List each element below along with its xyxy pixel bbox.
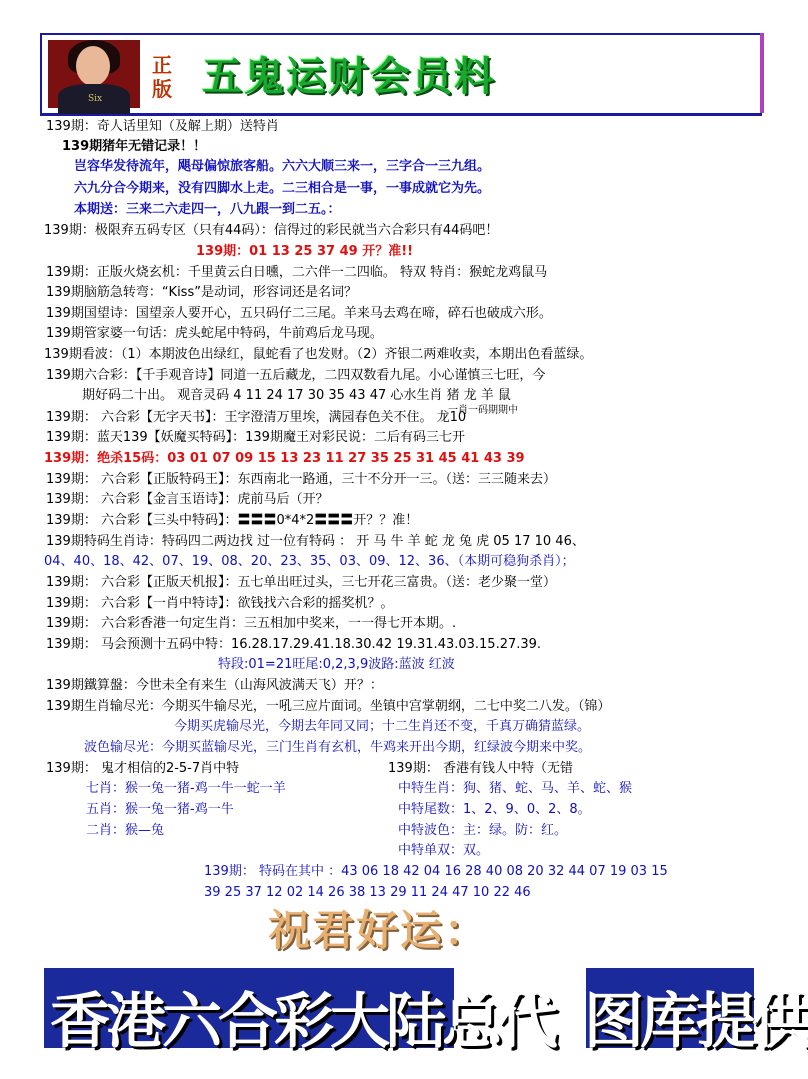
text-line: 04、40、18、42、07、19、08、20、23、35、03、09、12、36、（本期可稳狗杀肖）； — [44, 554, 575, 569]
text-line: 特段:01=21旺尾:0,2,3,9波路:蓝波 红波 — [218, 657, 455, 672]
highlight-line: 139期：绝杀15码：03 01 07 09 15 13 23 11 27 35 25 31 45 41 43 39 — [44, 451, 525, 466]
bottom-banner-right — [584, 968, 808, 1057]
page-title: 五鬼运财会员料 — [202, 54, 496, 100]
header-accent-bar — [760, 33, 764, 113]
left-col-line: 七肖：猴一兔一猪-鸡一牛一蛇一羊 — [86, 781, 286, 796]
final-line: 39 25 37 12 02 14 26 38 13 29 11 24 47 10 22 46 — [204, 885, 531, 900]
left-col-line: 二肖：猴—兔 — [86, 823, 165, 838]
bottom-banner-left-text: 香港六合彩大陆总代 — [50, 987, 554, 1057]
text-line: 139期：极限弃五码专区（只有44码）：信得过的彩民就当六合彩只有44码吧！ — [44, 223, 499, 238]
text-line: 139期生肖输尽光：今期买牛输尽光，一吼三应片面词。坐镇中宫掌朝纲，二七中奖二八发。（锦） — [46, 699, 611, 714]
text-line: 139期：蓝天139【妖魔买特码】：139期魔王对彩民说：二后有码三七开 — [46, 430, 465, 445]
final-line: 139期： 特码在其中 ：43 06 18 42 04 16 28 40 08 20 32 44 07 19 03 15 — [204, 864, 668, 879]
right-col-line: 中特生肖：狗、猪、蛇、马、羊、蛇、猴 — [398, 781, 633, 796]
right-col-line: 中特单双：双。 — [398, 843, 490, 858]
text-line: 139期： 六合彩【正版天机报】：五七单出旺过头，三七开花三富贵。（送：老少聚一堂） — [46, 575, 556, 590]
photo-signature: Six — [88, 94, 103, 104]
header-banner — [40, 33, 762, 116]
text-line: 139期六合彩：【千手观音诗】同道一五后藏龙，二四双数看九尾。小心谨慎三七旺，今 — [46, 368, 546, 383]
portrait-face — [76, 46, 110, 86]
text-line: 本期送：三来二六走四一，八九跟一到二五。： — [74, 202, 341, 217]
right-col-line: 中特波色：主：绿。防：红。 — [398, 823, 568, 838]
text-line: 139期脑筋急转弯：“Kiss”是动词，形容词还是名词？ — [46, 285, 357, 300]
text-line: 139期管家婆一句话：虎头蛇尾中特码，牛前鸡后龙马现。 — [46, 326, 383, 341]
blessing-text: 祝君好运： — [268, 906, 489, 955]
right-col-line: 中特尾数：1、2、9、0、2、8。 — [398, 802, 591, 817]
text-line: 波色输尽光：今期买蓝输尽光，三门生肖有玄机，牛鸡来开出今期，红绿波今期来中奖。 — [84, 740, 592, 755]
text-line: 139期猪年无错记录！！ — [62, 139, 207, 154]
text-line: 139期： 六合彩【无字天书】：王字澄清万里埃，满园春色关不住。 龙10 — [46, 410, 467, 425]
text-line: 139期： 六合彩【正版特码王】：东西南北一路通，三十不分开一三。（送：三三随来去） — [46, 472, 556, 487]
vertical-mark: 正版 — [152, 53, 172, 101]
text-line: 岂容华发待流年，飓母偏惊旅客船。六六大顺三来一，三字合一三九组。 — [74, 159, 491, 174]
bottom-banner-right-text: 图库提供 — [584, 987, 808, 1057]
bottom-banner-left — [44, 968, 554, 1057]
text-line: 今期买虎输尽光，今期去年同又同；十二生肖还不变，千真万确猜蓝绿。 — [174, 719, 591, 734]
text-line: 139期： 六合彩【三头中特码】：〓〓〓0*4*2〓〓〓开？？准！ — [46, 513, 419, 528]
left-col-line: 139期： 鬼才相信的2-5-7肖中特 — [46, 761, 240, 776]
text-line: 139期： 六合彩【金言玉语诗】：虎前马后（开？ — [46, 492, 329, 507]
highlight-line: 139期：01 13 25 37 49 开？准!! — [196, 244, 414, 259]
small-note: 一肖一码期期中 — [448, 405, 518, 416]
text-line: 139期：正版火烧玄机：千里黄云白日曛，二六伴一二四临。 特双 特肖：猴蛇龙鸡鼠马 — [46, 265, 548, 280]
text-line: 139期看波：（1）本期波色出绿红，鼠蛇看了也发财。（2）齐银二两难收卖，本期出色看蓝绿。 — [44, 347, 593, 362]
text-line: 期好码二十出。 观音灵码 4 11 24 17 30 35 43 47 心水生肖 猪 龙 羊 鼠 — [82, 388, 511, 403]
left-col-line: 五肖：猴一兔一猪-鸡一牛 — [86, 802, 234, 817]
right-col-line: 139期： 香港有钱人中特（无错 — [388, 761, 573, 776]
text-line: 139期国望诗：国望亲人要开心，五只码仔二三尾。羊来马去鸡在啼，碎石也破成六形。 — [46, 306, 552, 321]
text-line: 139期：奇人话里知（及解上期）送特肖 — [46, 119, 279, 134]
text-line: 139期特码生肖诗：特码四二两边找 过一位有特码 ： 开 马 牛 羊 蛇 龙 兔 虎 05 17 10 46、 — [46, 534, 585, 549]
text-line: 139期： 六合彩香港一句定生肖：三五相加中奖来，一一得七开本期。. — [46, 616, 457, 631]
text-line: 139期： 马会预测十五码中特：16.28.17.29.41.18.30.42 19.31.43.03.15.27.39. — [46, 637, 542, 652]
text-line: 139期鐵算盤：今世未全有来生（山海风波满天飞）开？： — [46, 678, 383, 693]
text-line: 六九分合今期来，没有四脚水上走。二三相合是一事，一事成就它为先。 — [74, 181, 491, 196]
portrait-photo — [48, 40, 140, 108]
text-line: 139期： 六合彩【一肖中特诗】：欲钱找六合彩的摇奖机？。 — [46, 596, 394, 611]
